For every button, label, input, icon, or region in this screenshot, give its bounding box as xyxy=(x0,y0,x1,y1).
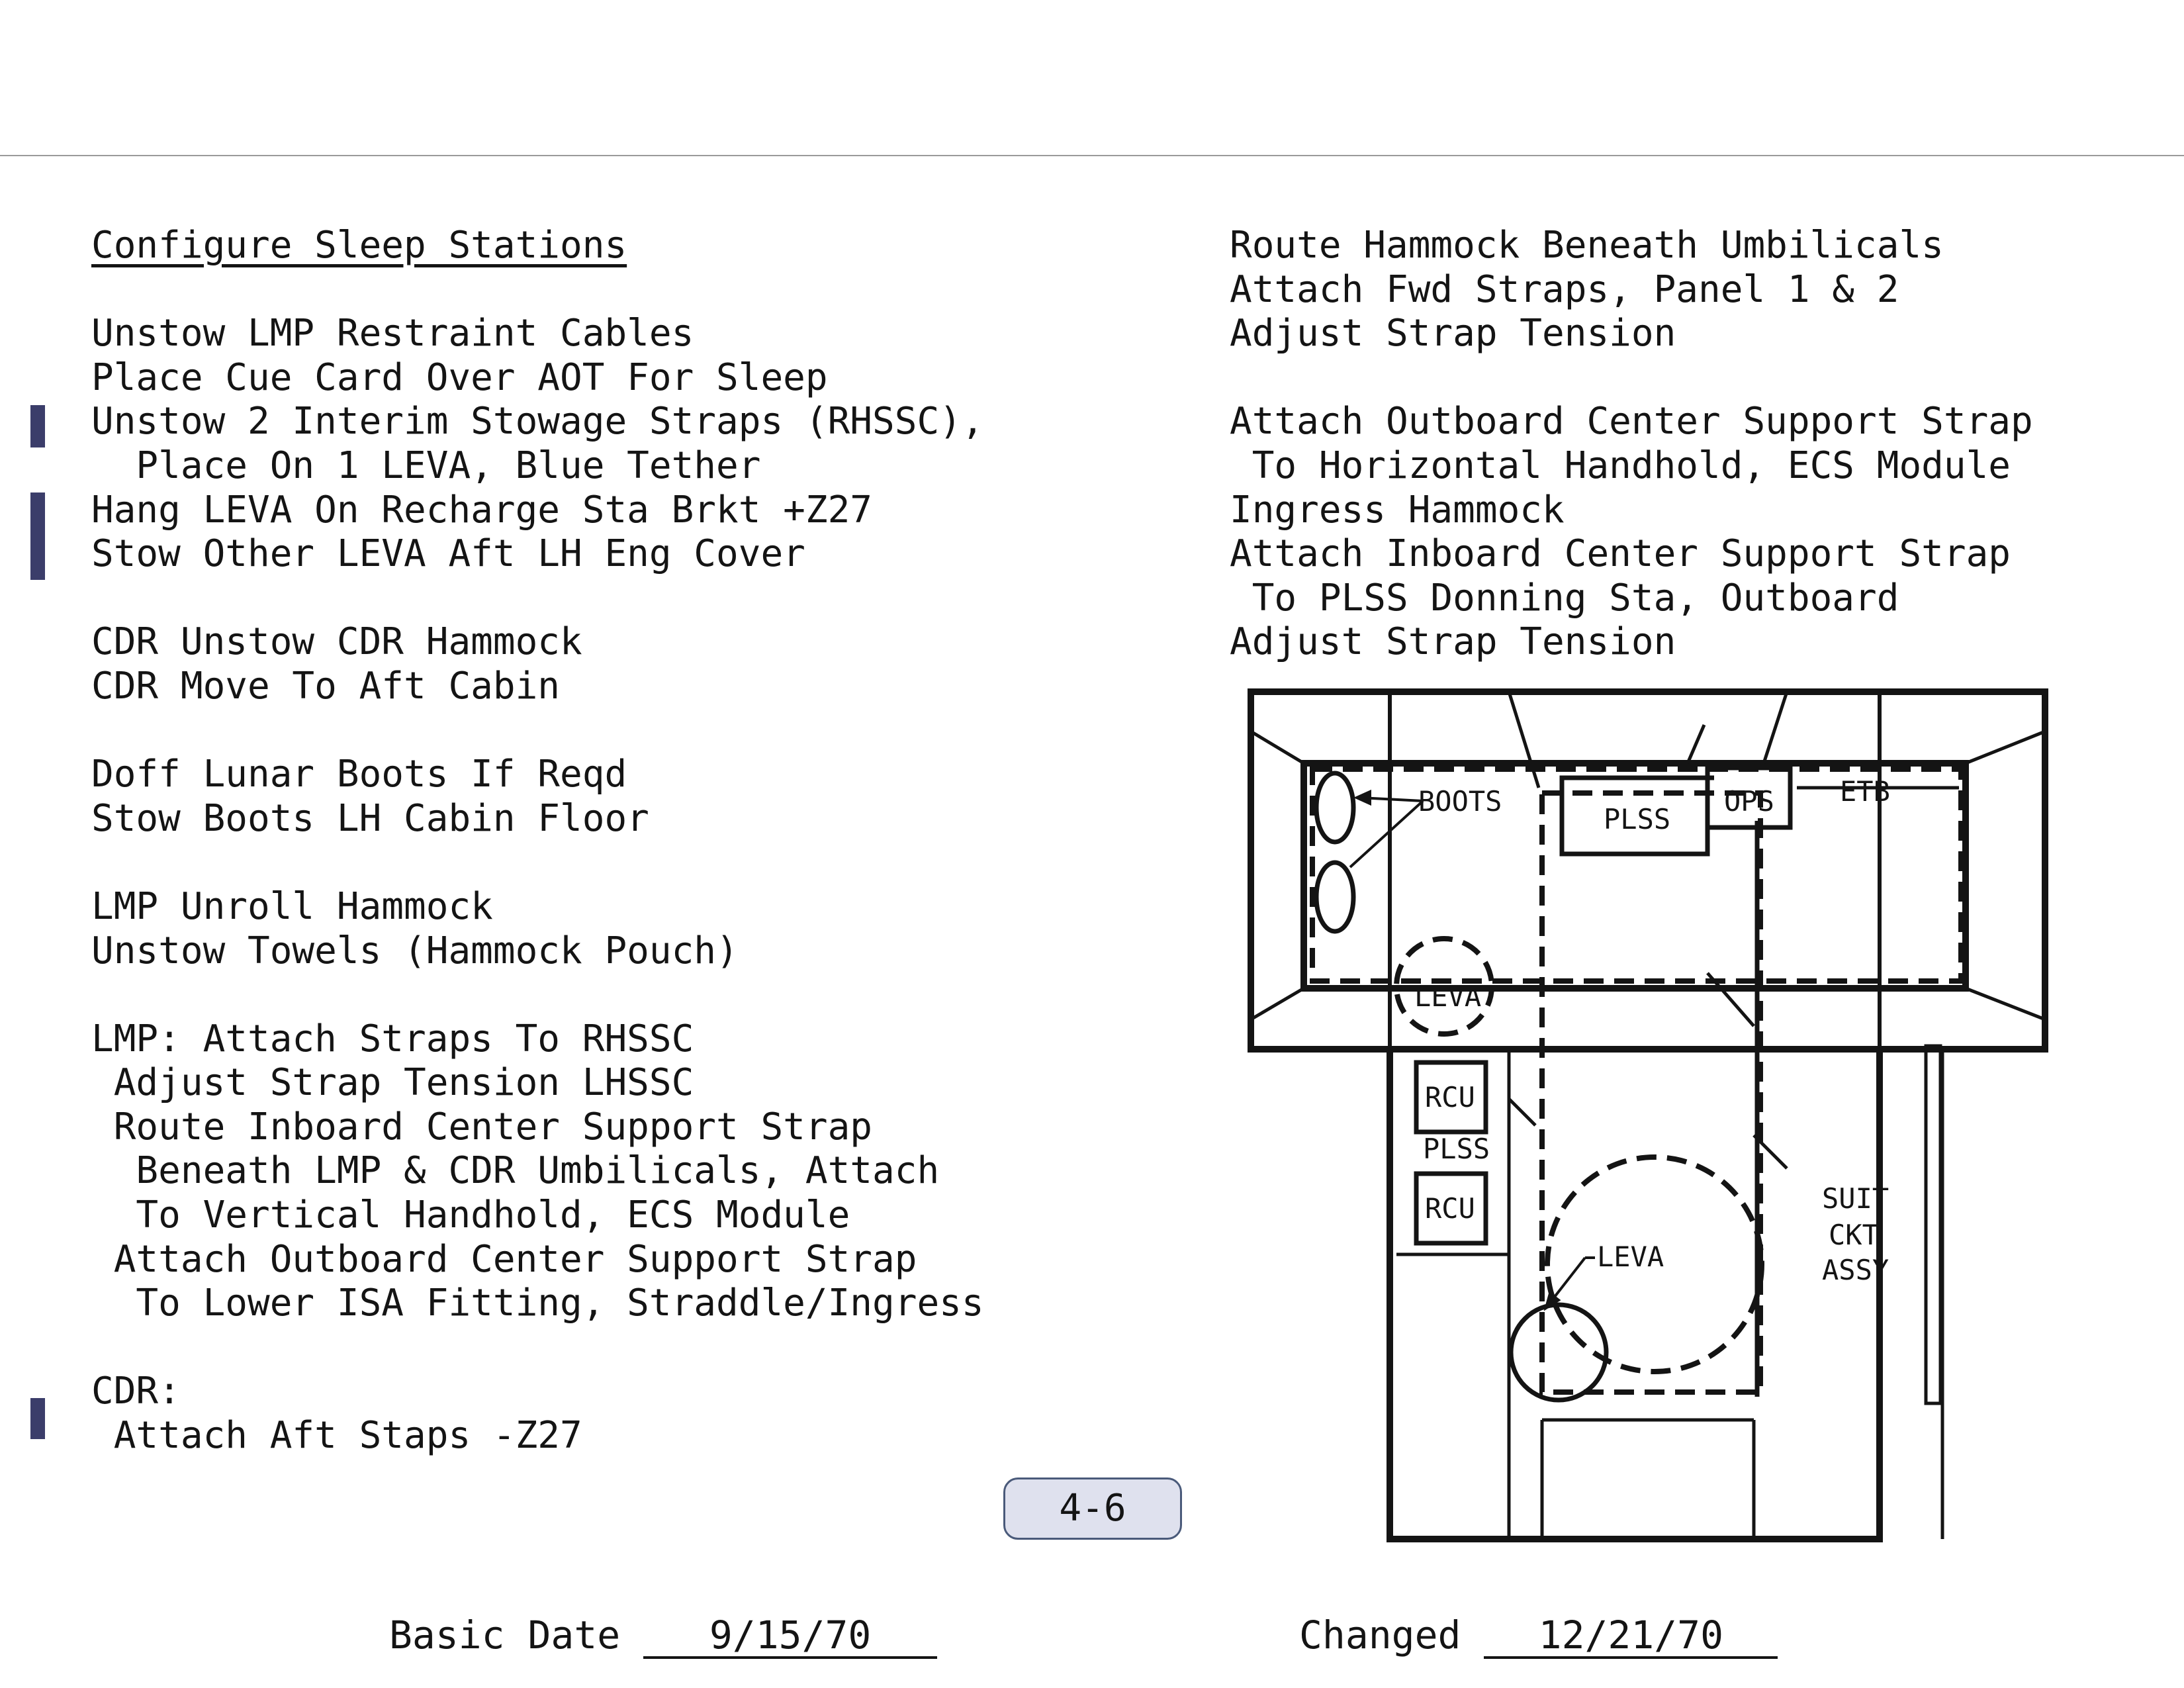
procedure-line: Attach Outboard Center Support Strap xyxy=(91,1237,917,1281)
procedure-line: Unstow LMP Restraint Cables xyxy=(91,312,694,355)
procedure-line: Route Inboard Center Support Strap xyxy=(91,1105,873,1149)
changed-value: 12/21/70 xyxy=(1484,1614,1778,1659)
outer-frame xyxy=(1251,692,2045,1049)
procedure-line: Attach Inboard Center Support Strap xyxy=(1230,532,2011,576)
boot-right xyxy=(1316,863,1353,931)
procedure-line: LMP: Attach Straps To RHSSC xyxy=(91,1017,694,1060)
label-boots: BOOTS xyxy=(1418,785,1502,818)
procedure-line: To Vertical Handhold, ECS Module xyxy=(91,1194,850,1237)
change-bar xyxy=(30,405,45,447)
procedure-line xyxy=(91,973,984,1017)
procedure-line: Hang LEVA On Recharge Sta Brkt +Z27 xyxy=(91,488,873,532)
procedure-line: CDR Unstow CDR Hammock xyxy=(91,620,582,664)
changed-label: Changed xyxy=(1299,1613,1461,1658)
procedure-line xyxy=(91,1326,984,1370)
footer-basic-date xyxy=(389,1609,937,1662)
leva-hook-circle xyxy=(1511,1305,1606,1400)
aft-cabin-frame xyxy=(1390,1049,1880,1539)
basic-date-label: Basic Date xyxy=(389,1613,621,1658)
procedure-line: Adjust Strap Tension xyxy=(1230,312,1676,355)
procedure-line: Adjust Strap Tension LHSSC xyxy=(91,1061,694,1105)
header-rule xyxy=(0,155,2184,156)
section-heading: Configure Sleep Stations xyxy=(91,224,627,267)
procedure-line xyxy=(91,577,984,621)
label-etb: ETB xyxy=(1840,775,1890,808)
procedure-line: To Horizontal Handhold, ECS Module xyxy=(1230,444,2011,487)
procedure-line: Place On 1 LEVA, Blue Tether xyxy=(91,444,761,487)
footer-changed-date xyxy=(1299,1609,1778,1662)
right-column xyxy=(1230,224,2033,665)
procedure-line: Stow Other LEVA Aft LH Eng Cover xyxy=(91,532,805,576)
procedure-line xyxy=(91,709,984,753)
label-leva-large: LEVA xyxy=(1597,1241,1664,1273)
label-ckt: CKT xyxy=(1829,1219,1879,1251)
boot-left xyxy=(1316,773,1353,842)
procedure-line: Attach Outboard Center Support Strap xyxy=(1230,400,2033,444)
procedure-line: Place Cue Card Over AOT For Sleep xyxy=(91,355,828,399)
procedure-line: Beneath LMP & CDR Umbilicals, Attach xyxy=(91,1149,940,1193)
procedure-line: Unstow Towels (Hammock Pouch) xyxy=(91,929,739,972)
label-plss-top: PLSS xyxy=(1604,803,1671,835)
procedure-line: LMP Unroll Hammock xyxy=(91,884,493,928)
procedure-line: CDR: xyxy=(91,1370,181,1413)
label-suit: SUIT xyxy=(1822,1182,1889,1215)
procedure-line: Attach Fwd Straps, Panel 1 & 2 xyxy=(1230,267,1899,311)
procedure-line: Adjust Strap Tension xyxy=(1230,620,1676,664)
procedure-line: Attach Aft Staps -Z27 xyxy=(91,1414,582,1458)
procedure-line: CDR Move To Aft Cabin xyxy=(91,664,561,708)
procedure-line xyxy=(1230,356,2033,400)
change-bar xyxy=(30,1398,45,1439)
label-rcu-upper: RCU xyxy=(1425,1081,1475,1113)
procedure-line: Route Hammock Beneath Umbilicals xyxy=(1230,224,1944,267)
label-leva-small: LEVA xyxy=(1414,980,1482,1013)
procedure-line: Doff Lunar Boots If Reqd xyxy=(91,753,627,796)
label-assy: ASSY xyxy=(1822,1254,1889,1286)
cabin-layout-diagram xyxy=(1231,675,2065,1549)
label-ops: OPS xyxy=(1724,785,1774,818)
procedure-line: Ingress Hammock xyxy=(1230,488,1565,532)
page-number: 4-6 xyxy=(1003,1477,1182,1540)
procedure-line xyxy=(91,841,984,885)
procedure-line: To Lower ISA Fitting, Straddle/Ingress xyxy=(91,1282,984,1325)
basic-date-value: 9/15/70 xyxy=(643,1614,937,1659)
procedure-line: Unstow 2 Interim Stowage Straps (RHSSC), xyxy=(91,400,984,444)
procedure-line: Stow Boots LH Cabin Floor xyxy=(91,796,649,840)
procedure-line: To PLSS Donning Sta, Outboard xyxy=(1230,576,1899,620)
label-rcu-lower: RCU xyxy=(1425,1192,1475,1225)
label-plss-mid: PLSS xyxy=(1423,1133,1490,1165)
left-column xyxy=(91,224,984,1458)
procedure-line xyxy=(91,268,984,312)
change-bar xyxy=(30,492,45,580)
hammock-dashed-outline xyxy=(1542,793,1760,1392)
